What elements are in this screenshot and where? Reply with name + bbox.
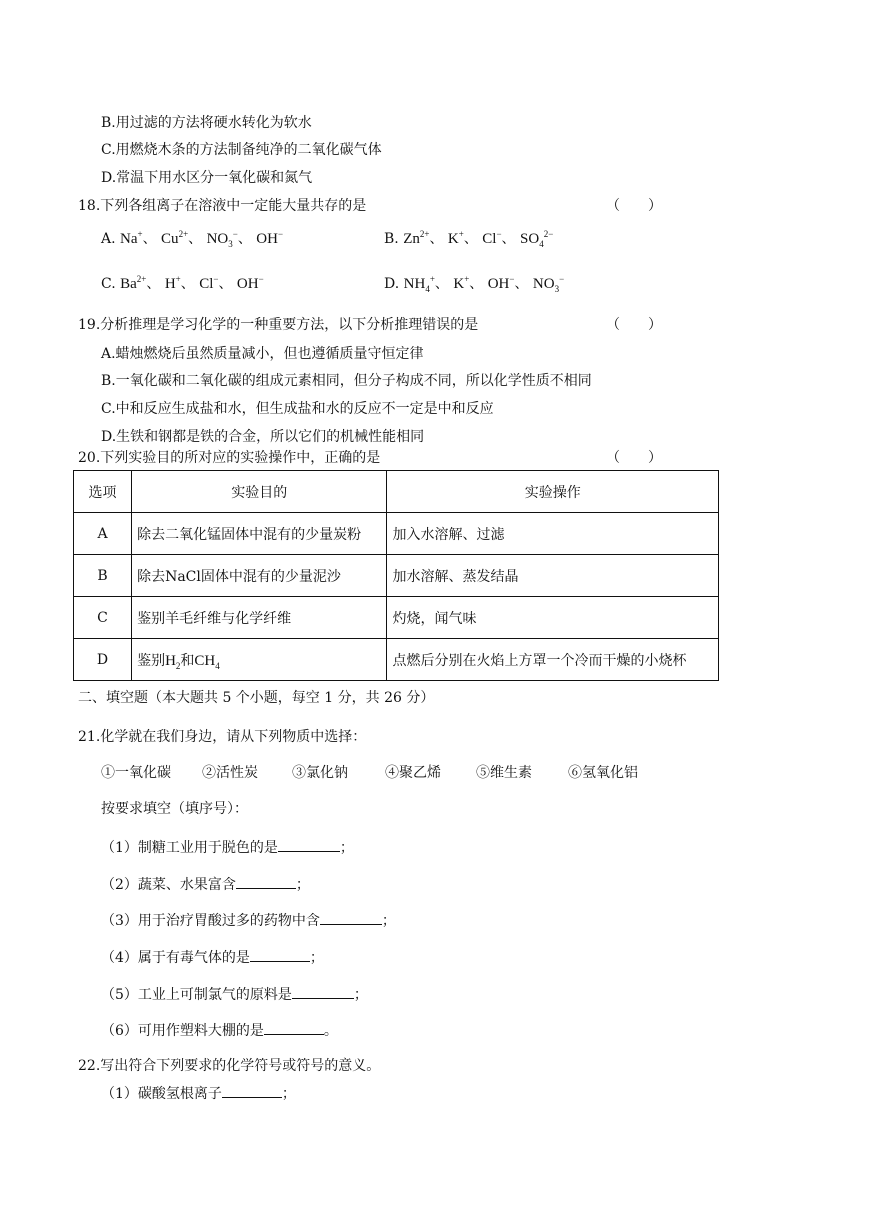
- row-purpose: 鉴别羊毛纤维与化学纤维: [132, 597, 387, 639]
- q22-stem: 22.写出符合下列要求的化学符号或符号的意义。: [78, 1058, 381, 1074]
- option-label: D.: [384, 276, 400, 292]
- q19-option-d: D.生铁和钢都是铁的合金，所以它们的机械性能相同: [101, 429, 425, 445]
- ion-oh: OH−: [236, 274, 264, 292]
- q19-stem: 19.分析推理是学习化学的一种重要方法，以下分析推理错误的是: [78, 317, 479, 333]
- ion-nh4: $NH_4^+$: [403, 274, 435, 294]
- q17-option-b: B.用过滤的方法将硬水转化为软水: [101, 115, 312, 131]
- ion-oh: OH−: [487, 274, 515, 292]
- ion-na: Na+: [120, 229, 143, 247]
- q18-option-b: B. $Zn^{2+}$、 K+、 Cl−、 $SO_4^{2-}$: [384, 229, 554, 249]
- q21-item-2: （2）蔬菜、水果富含 ；: [101, 874, 310, 894]
- row-purpose: 鉴别$H_2$和$CH_4$: [132, 639, 387, 681]
- answer-blank[interactable]: [250, 947, 310, 962]
- option-label: B.: [384, 231, 399, 247]
- ion-k: K+: [453, 274, 470, 292]
- answer-blank[interactable]: [320, 910, 382, 925]
- q19-option-c: C.中和反应生成盐和水，但生成盐和水的反应不一定是中和反应: [101, 401, 494, 417]
- q22-item-1: （1）碳酸氢根离子 ；: [101, 1083, 296, 1103]
- header-purpose: 实验目的: [132, 471, 387, 513]
- q18-option-a: A. Na+、 $Cu^{2+}$、 $NO_3^-$、 OH−: [101, 229, 284, 249]
- q19-option-b: B.一氧化碳和二氧化碳的组成元素相同，但分子构成不同，所以化学性质不相同: [101, 373, 592, 389]
- q21-instruction: 按要求填空（填序号）：: [101, 801, 248, 817]
- row-purpose: 除去二氧化锰固体中混有的少量炭粉: [132, 513, 387, 555]
- table-row: [74, 555, 719, 597]
- ion-cl: Cl−: [199, 274, 219, 292]
- q21-item-3: （3）用于治疗胃酸过多的药物中含 ；: [101, 910, 396, 930]
- table-row: [74, 597, 719, 639]
- row-purpose: 除去NaCl固体中混有的少量泥沙: [132, 555, 387, 597]
- q18-stem: 18.下列各组离子在溶液中一定能大量共存的是: [78, 198, 367, 214]
- answer-blank[interactable]: [236, 874, 296, 889]
- row-option: B: [74, 555, 132, 597]
- option-label: C.: [101, 276, 116, 292]
- q21-item-4: （4）属于有毒气体的是 ；: [101, 947, 324, 967]
- option-label: A.: [101, 231, 116, 247]
- row-option: C: [74, 597, 132, 639]
- answer-blank[interactable]: [222, 1083, 282, 1098]
- q21-choice-2: ②活性炭: [202, 765, 258, 781]
- ion-h: H+: [164, 274, 181, 292]
- q21-choice-6: ⑥氢氧化铝: [568, 765, 638, 781]
- q21-choice-1: ①一氧化碳: [101, 765, 171, 781]
- ion-ba: $Ba^{2+}$: [120, 274, 147, 292]
- table-row: [74, 513, 719, 555]
- formula-ch4: $CH_4$: [194, 652, 220, 671]
- header-option: 选项: [74, 471, 132, 513]
- ion-zn: $Zn^{2+}$: [403, 229, 430, 247]
- q18-option-c: C. $Ba^{2+}$、 H+、 Cl−、 OH−: [101, 274, 264, 292]
- ion-cu: $Cu^{2+}$: [161, 229, 189, 247]
- q18-answer-paren: （ ）: [606, 198, 662, 214]
- q21-choice-3: ③氯化钠: [292, 765, 348, 781]
- q17-option-d: D.常温下用水区分一氧化碳和氮气: [101, 170, 313, 186]
- q17-option-c: C.用燃烧木条的方法制备纯净的二氧化碳气体: [101, 142, 382, 158]
- q18-option-d: D. $NH_4^+$、 K+、 OH−、 $NO_3^-$: [384, 274, 565, 294]
- q20-table: [73, 470, 719, 681]
- header-operation: 实验操作: [387, 471, 719, 513]
- row-operation: 加水溶解、蒸发结晶: [387, 555, 719, 597]
- ion-no3: $NO_3^-$: [206, 229, 238, 249]
- q20-answer-paren: （ ）: [606, 450, 662, 466]
- row-option: A: [74, 513, 132, 555]
- answer-blank[interactable]: [292, 984, 354, 999]
- ion-so4: $SO_4^{2-}$: [520, 229, 554, 249]
- row-operation: 加入水溶解、过滤: [387, 513, 719, 555]
- section-title: 二、填空题（本大题共 5 个小题，每空 1 分，共 26 分）: [78, 690, 435, 706]
- answer-blank[interactable]: [278, 837, 340, 852]
- q21-choice-4: ④聚乙烯: [385, 765, 441, 781]
- q21-stem: 21.化学就在我们身边，请从下列物质中选择：: [78, 729, 367, 745]
- ion-cl: Cl−: [482, 229, 502, 247]
- q21-item-6: （6）可用作塑料大棚的是 。: [101, 1020, 338, 1040]
- formula-h2: $H_2$: [165, 652, 181, 671]
- answer-blank[interactable]: [264, 1020, 324, 1035]
- q21-choice-5: ⑤维生素: [476, 765, 532, 781]
- table-header-row: [74, 471, 719, 513]
- ion-no3: $NO_3^-$: [532, 274, 565, 294]
- q20-stem: 20.下列实验目的所对应的实验操作中，正确的是: [78, 450, 381, 466]
- q19-answer-paren: （ ）: [606, 317, 662, 333]
- ion-k: K+: [447, 229, 464, 247]
- q21-item-1: （1）制糖工业用于脱色的是 ；: [101, 837, 354, 857]
- ion-oh: OH−: [256, 229, 284, 247]
- table-row: [74, 639, 719, 681]
- row-option: D: [74, 639, 132, 681]
- q19-option-a: A.蜡烛燃烧后虽然质量减小，但也遵循质量守恒定律: [101, 346, 424, 362]
- q21-item-5: （5）工业上可制氯气的原料是 ；: [101, 984, 368, 1004]
- row-operation: 灼烧，闻气味: [387, 597, 719, 639]
- row-operation: 点燃后分别在火焰上方罩一个冷而干燥的小烧杯: [387, 639, 719, 681]
